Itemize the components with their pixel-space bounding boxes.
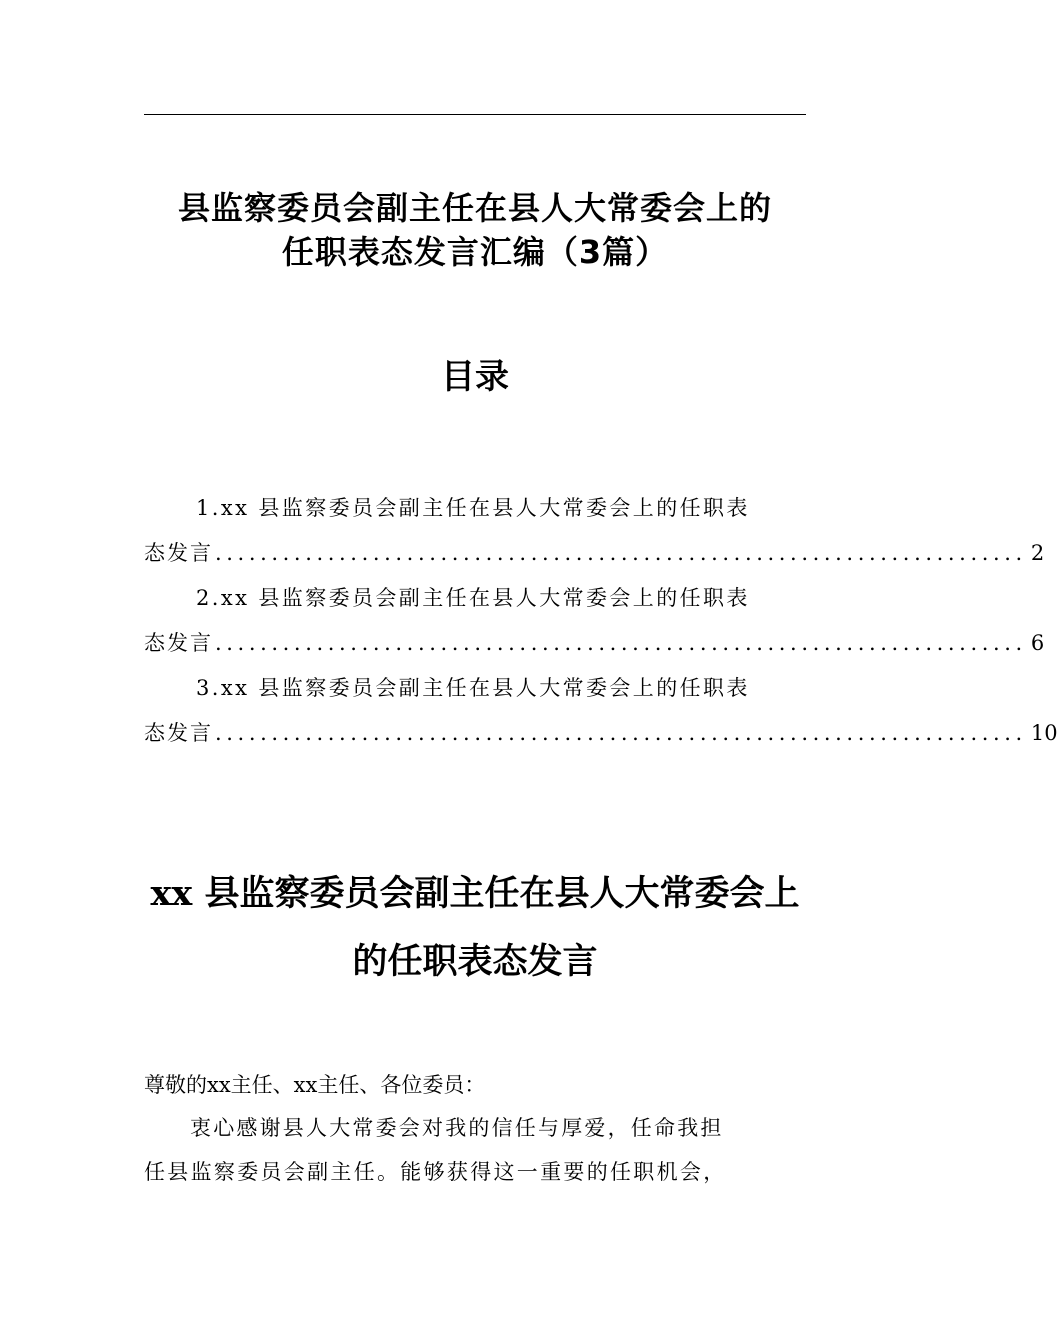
paragraph-line-2: 任县监察委员会副主任。能够获得这一重要的任职机会， [144, 1160, 727, 1184]
salutation: 尊敬的xx主任、xx主任、各位委员： [144, 1073, 486, 1097]
toc-entry-continuation [144, 711, 1058, 756]
document-title-line-1: 县监察委员会副主任在县人大常委会上的 [177, 189, 772, 227]
toc-entry-title-cont: 态发言 [144, 631, 213, 655]
toc-heading: 目录 [441, 357, 509, 397]
toc-entry-title: 1.xx 县监察委员会副主任在县人大常委会上的任职表 [196, 496, 750, 520]
toc-dot-leader: ........................................................................ [215, 721, 1027, 745]
toc-entry-title-cont: 态发言 [144, 541, 213, 565]
paragraph-line-1: 衷心感谢县人大常委会对我的信任与厚爱，任命我担 [190, 1116, 724, 1140]
toc-entry-1[interactable] [144, 486, 1045, 576]
speech-body [144, 1064, 806, 1194]
toc-entry-3[interactable] [144, 666, 1058, 756]
toc-entry-2[interactable] [144, 576, 1045, 666]
section-title-line-2: 的任职表态发言 [352, 941, 598, 982]
toc-entry-title: 3.xx 县监察委员会副主任在县人大常委会上的任职表 [196, 676, 750, 700]
toc-entry-continuation [144, 621, 1045, 666]
table-of-contents [144, 486, 1058, 756]
toc-entry-title: 2.xx 县监察委员会副主任在县人大常委会上的任职表 [196, 586, 750, 610]
section-title-line-1: xx 县监察委员会副主任在县人大常委会上 [150, 873, 800, 914]
header-rule [144, 114, 806, 115]
toc-page-number: 2 [1030, 541, 1045, 565]
toc-entry-continuation [144, 531, 1045, 576]
toc-dot-leader: ........................................................................ [215, 631, 1027, 655]
document-title-line-2: 任职表态发言汇编（3篇） [281, 233, 669, 271]
document-title [144, 186, 806, 274]
toc-page-number: 6 [1030, 631, 1045, 655]
section-title [144, 860, 806, 996]
toc-dot-leader: ........................................................................ [215, 541, 1027, 565]
toc-entry-title-cont: 态发言 [144, 721, 213, 745]
toc-page-number: 10 [1030, 721, 1058, 745]
